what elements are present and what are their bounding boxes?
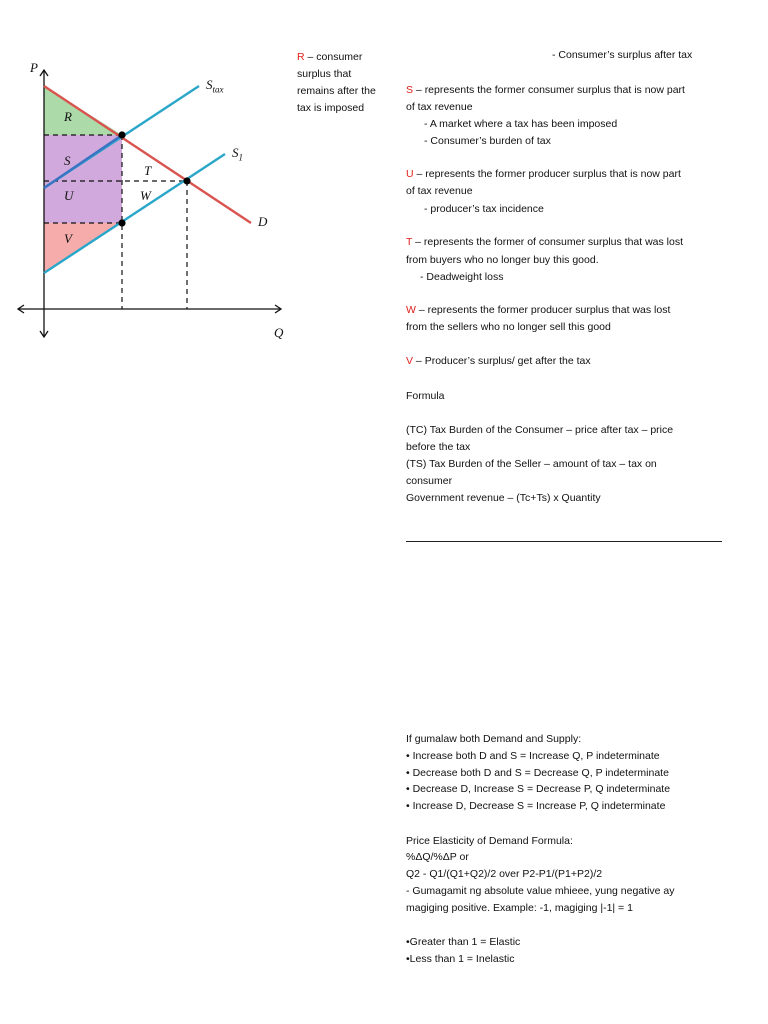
formula-ts-2: consumer bbox=[406, 475, 453, 487]
region-u-label: U bbox=[64, 188, 74, 203]
r-letter: R bbox=[297, 51, 305, 63]
t-sub-1: - Deadweight loss bbox=[420, 271, 504, 283]
w-line-2: from the sellers who no longer sell this good bbox=[406, 321, 611, 333]
s1-label-main: S bbox=[232, 145, 239, 160]
w-letter: W bbox=[406, 304, 416, 316]
elasticity-line-1: %ΔQ/%ΔP or bbox=[406, 851, 469, 863]
demand-label: D bbox=[258, 214, 268, 229]
seller-price-point bbox=[118, 219, 125, 226]
elasticity-line-4: magiging positive. Example: -1, magiging |-1| = 1 bbox=[406, 902, 633, 914]
r-tail: - Consumer’s surplus after tax bbox=[552, 49, 693, 61]
shift-bullet-1: • Increase both D and S = Increase Q, P indeterminate bbox=[406, 750, 660, 762]
equilibrium-point bbox=[183, 177, 190, 184]
axis-label-q: Q bbox=[274, 325, 284, 340]
w-line-1-text: – represents the former producer surplus that was lost bbox=[415, 304, 671, 316]
s-sub-1: - A market where a tax has been imposed bbox=[424, 118, 618, 130]
s-line-1-text: – represents the former consumer surplus that is now part bbox=[413, 84, 685, 96]
formula-gov-revenue: Government revenue – (Tc+Ts) x Quantity bbox=[406, 492, 601, 504]
region-r-label: R bbox=[64, 109, 72, 124]
axis-label-p: P bbox=[30, 60, 38, 75]
shift-bullet-3: • Decrease D, Increase S = Decrease P, Q indeterminate bbox=[406, 783, 671, 795]
r-note-text: – consumer surplus that remains after the tax is imposed bbox=[297, 51, 376, 114]
region-w-label: W bbox=[140, 188, 151, 203]
elastic-rule: •Greater than 1 = Elastic bbox=[406, 936, 521, 948]
t-line-2: from buyers who no longer buy this good. bbox=[406, 254, 599, 266]
buyer-price-point bbox=[118, 131, 125, 138]
r-note bbox=[297, 49, 377, 117]
u-line-2: of tax revenue bbox=[406, 185, 473, 197]
t-line-1-text: – represents the former of consumer surplus that was lost bbox=[412, 236, 684, 248]
v-line-1 bbox=[406, 354, 591, 368]
v-letter: V bbox=[406, 355, 414, 367]
stax-label-main: S bbox=[206, 77, 213, 92]
t-letter: T bbox=[406, 236, 413, 248]
u-line-1-text: – represents the former producer surplus that is now part bbox=[413, 168, 681, 180]
s1-label bbox=[232, 145, 243, 163]
region-v-label: V bbox=[64, 231, 72, 246]
formula-title: Formula bbox=[406, 390, 445, 402]
s-sub-2: - Consumer’s burden of tax bbox=[424, 135, 551, 147]
shift-bullet-2: • Decrease both D and S = Decrease Q, P indeterminate bbox=[406, 767, 669, 779]
u-letter: U bbox=[406, 168, 414, 180]
s-line-2: of tax revenue bbox=[406, 101, 473, 113]
region-t-label: T bbox=[144, 163, 152, 178]
s-letter: S bbox=[406, 84, 414, 96]
u-line-1 bbox=[406, 167, 681, 181]
formula-tc-2: before the tax bbox=[406, 441, 471, 453]
s-line-1 bbox=[406, 83, 685, 97]
s1-label-sub: 1 bbox=[238, 152, 243, 163]
elasticity-line-2: Q2 - Q1/(Q1+Q2)/2 over P2-P1/(P1+P2)/2 bbox=[406, 868, 603, 880]
w-line-1 bbox=[406, 303, 670, 317]
section-divider bbox=[406, 541, 722, 542]
formula-tc-1: (TC) Tax Burden of the Consumer – price after tax – price bbox=[406, 424, 674, 436]
elasticity-title: Price Elasticity of Demand Formula: bbox=[406, 835, 573, 847]
stax-label bbox=[206, 77, 224, 95]
v-line-1-text: – Producer’s surplus/ get after the tax bbox=[413, 355, 591, 367]
formula-ts-1: (TS) Tax Burden of the Seller – amount of tax – tax on bbox=[406, 458, 657, 470]
stax-label-sub: tax bbox=[212, 84, 224, 95]
u-sub-1: - producer’s tax incidence bbox=[424, 203, 544, 215]
elasticity-line-3: - Gumagamit ng absolute value mhieee, yung negative ay bbox=[406, 885, 675, 897]
inelastic-rule: •Less than 1 = Inelastic bbox=[406, 953, 515, 965]
region-s-label: S bbox=[64, 153, 71, 168]
t-line-1 bbox=[406, 235, 683, 249]
shift-intro: If gumalaw both Demand and Supply: bbox=[406, 733, 582, 745]
shift-bullet-4: • Increase D, Decrease S = Increase P, Q indeterminate bbox=[406, 800, 666, 812]
